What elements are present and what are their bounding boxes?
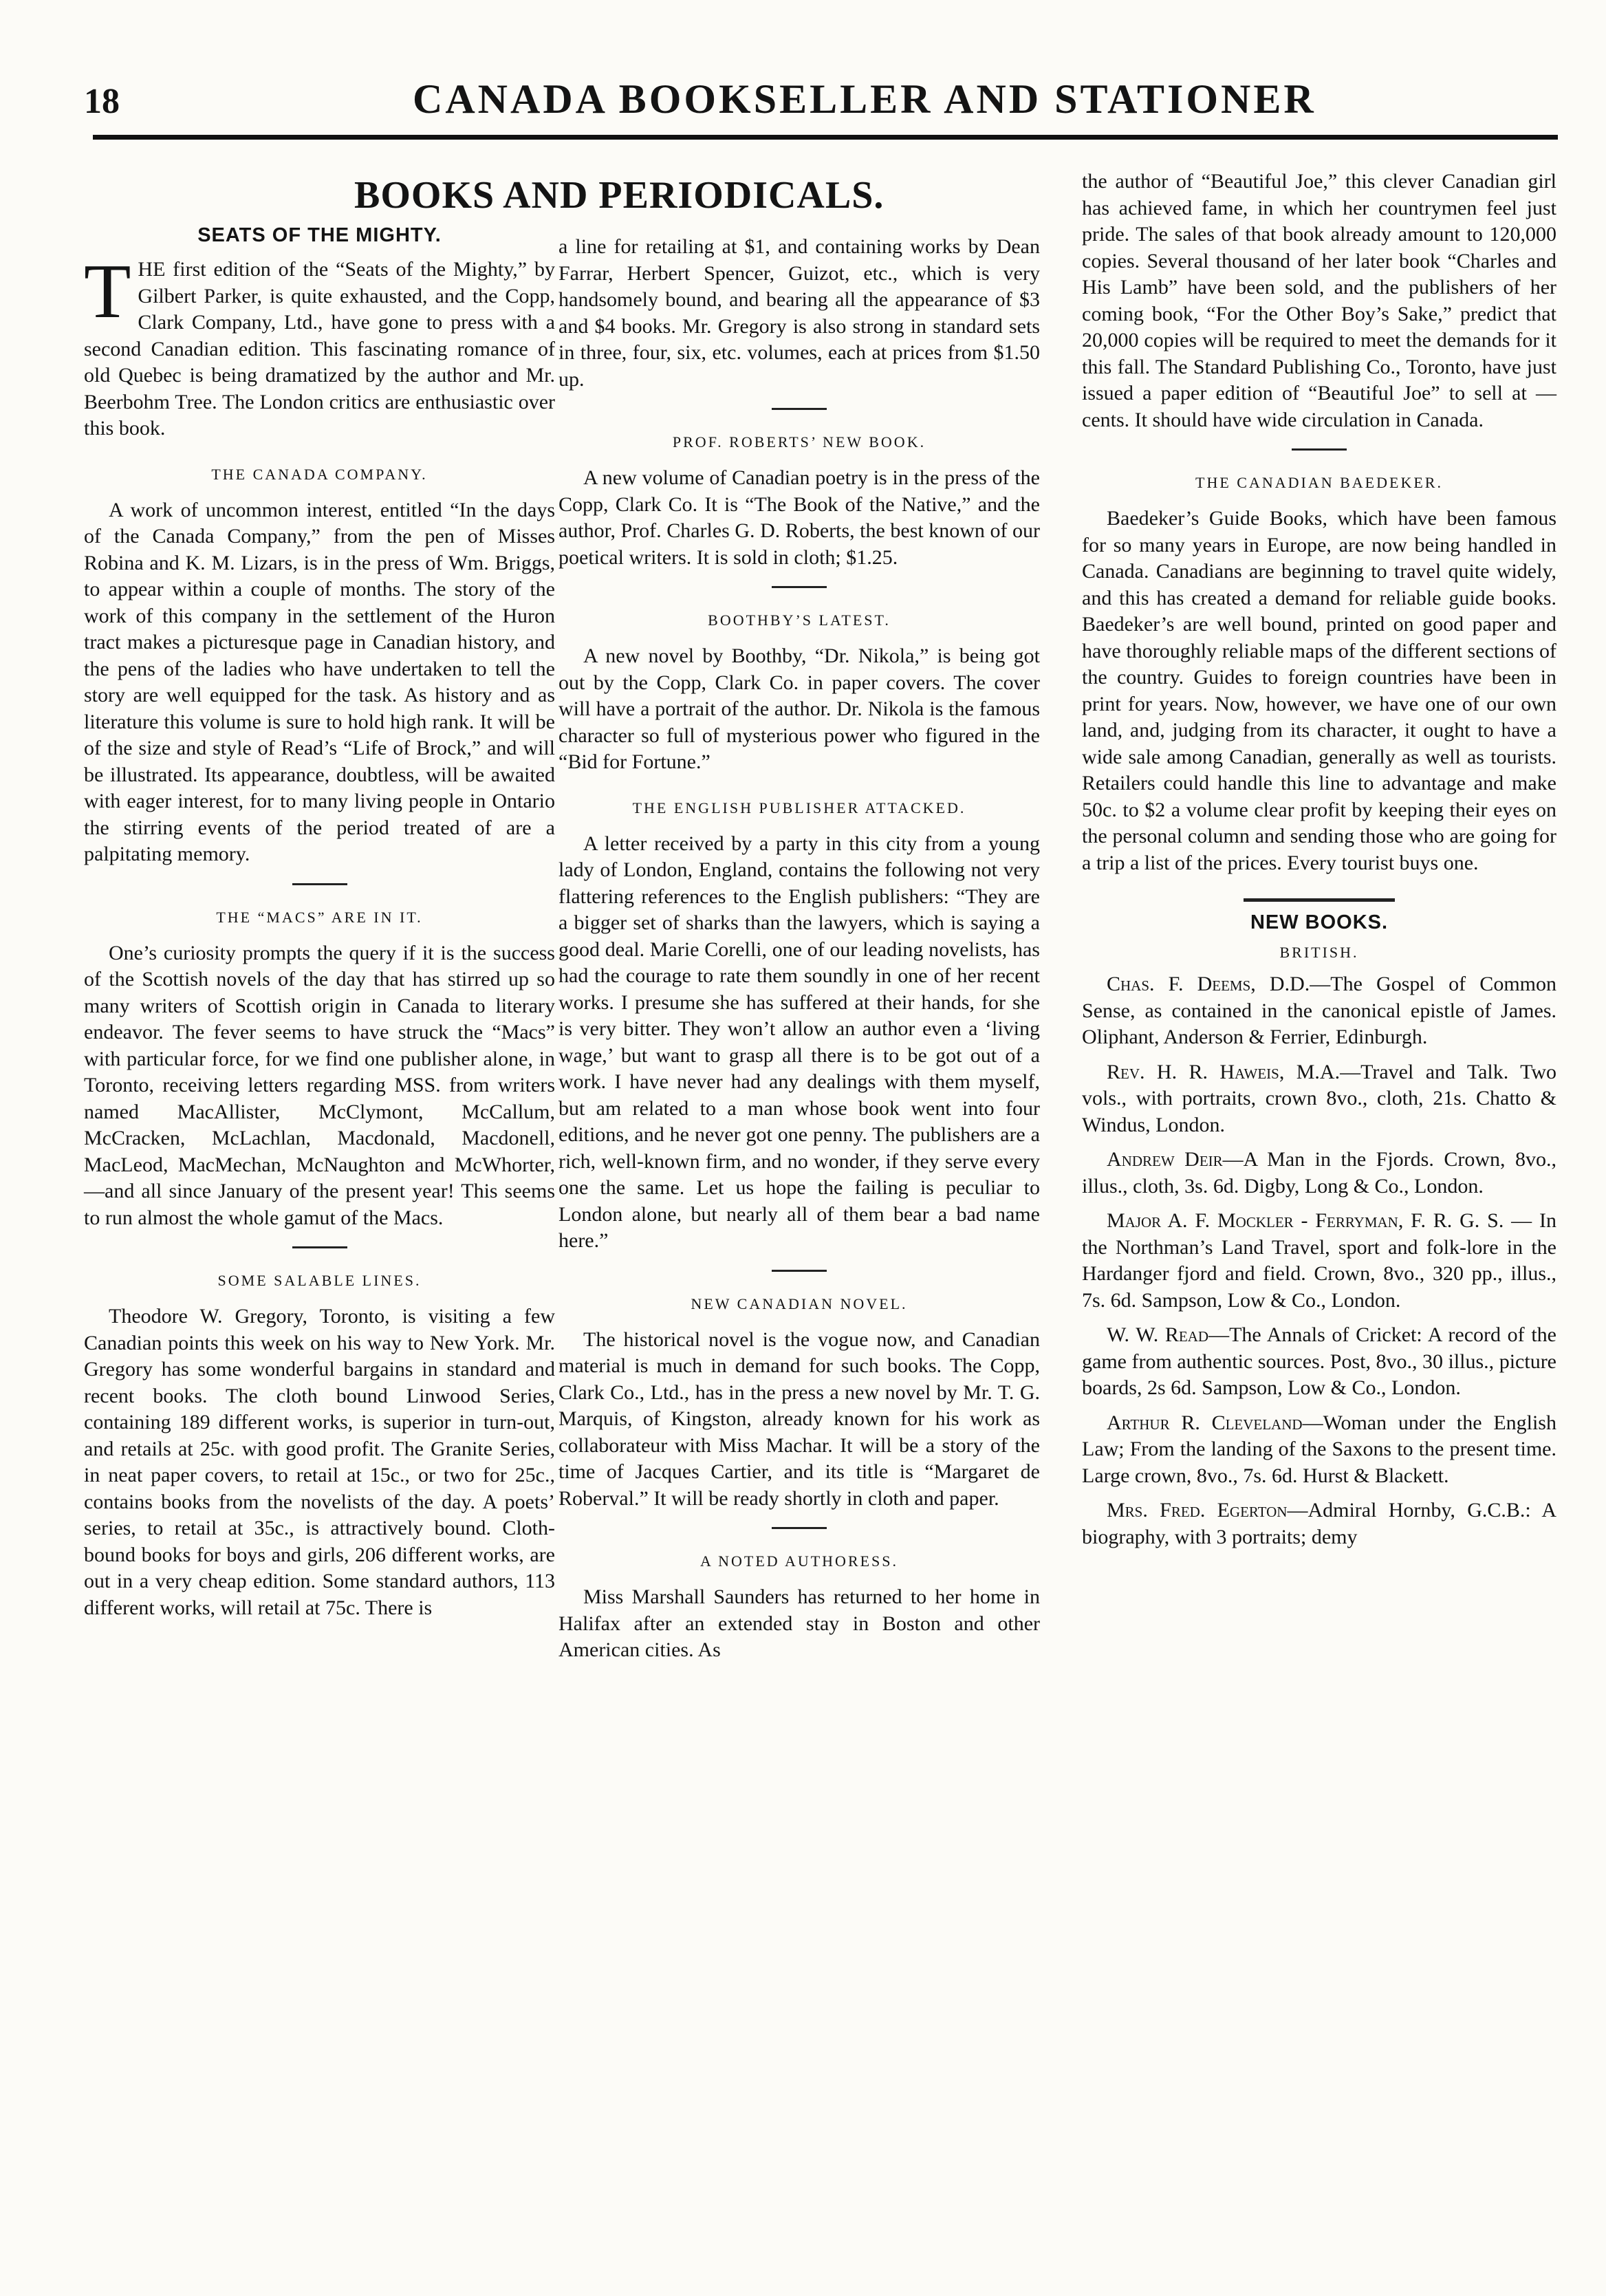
new-books-heading: NEW BOOKS. (1250, 911, 1389, 933)
article-title-canada-company: THE CANADA COMPANY. (211, 465, 428, 483)
book-entry (1082, 1322, 1556, 1402)
article-body-salable-cont: a line for retailing at $1, and containing works by Dean Farrar, Herbert Spencer, Guizot, etc., which is very handsomely bound, and bearing all the appearance of $3 and $4 books. Mr. Gregory is also strong in standard sets in three, four, six, etc. volumes, each at prices from $1.50 up. (558, 235, 1040, 391)
book-entry (1082, 1059, 1556, 1139)
running-title: CANADA BOOKSELLER AND STATIONER (413, 76, 1316, 122)
article-title-novel: NEW CANADIAN NOVEL. (691, 1295, 908, 1312)
book-entry (1082, 1147, 1556, 1200)
book-author: Mrs. Fred. Egerton (1107, 1499, 1288, 1521)
divider (292, 883, 347, 885)
book-author: Arthur R. Cleveland (1107, 1411, 1303, 1434)
drop-cap: T (84, 249, 131, 334)
divider (772, 586, 827, 588)
article-title-roberts: PROF. ROBERTS’ NEW BOOK. (672, 433, 926, 451)
article-body-salable: Theodore W. Gregory, Toronto, is visiting a few Canadian points this week on his way to New York. Mr. Gregory has some wonderful bargains in standard and recent books. The cloth bound Linwood Series, containing 189 different works, is superior in turn-out, and retails at 25c. with good profit. The Granite Series, in neat paper covers, to retail at 15c., or two for 25c., contains books from the novelists of the day. A poets’ series, to retail at 35c., is attractively bound. Cloth-bound books for boys and girls, 206 different works, are out in a very cheap edition. Some standard authors, 113 different works, will retail at 75c. There is (84, 1305, 555, 1619)
article-body-novel: The historical novel is the vogue now, and Canadian material is much in demand for such books. The Copp, Clark Co., Ltd., has in the press a new novel by Mr. T. G. Marquis, of Kingston, already known for his work as collaborateur with Miss Machar. It will be a story of the time of Jacques Cartier, and its title is “Margaret de Roberval.” It will be ready shortly in cloth and paper. (558, 1328, 1040, 1510)
book-author: Andrew Deir (1107, 1148, 1223, 1171)
column-middle (558, 234, 1040, 1669)
article-body-english: A letter received by a party in this city from a young lady of London, England, contains the following not very flattering references to the English publishers: “They are a bigger set of sharks than the lawyers, which is saying a good deal. Marie Corelli, one of our leading novelists, has had the courage to rate them soundly in one of her recent works. I presume she has suffered at their hands, for she is very bitter. They won’t allow an author even a ‘living wage,’ but want to grasp all there is to be got out of a work. I have never had any dealings with them myself, but am related to a man whose book went into four editions, and he never got one penny. The publishers are a rich, well-known firm, and no wonder, if they serve every one the same. Let us hope the failing is peculiar to London alone, but nearly all of them bear a bad name here.” (558, 832, 1040, 1252)
book-author: W. W. Read (1107, 1323, 1209, 1346)
british-subheading: BRITISH. (1279, 944, 1359, 961)
divider (1292, 448, 1347, 451)
article-body-seats (84, 249, 555, 442)
divider (772, 1527, 827, 1529)
article-body-canada-company: A work of uncommon interest, entitled “In the days of the Canada Company,” from the pen of Misses Robina and K. M. Lizars, is in the press of Wm. Briggs, to appear within a couple of months. The story of the work of this company in the settlement of the Huron tract makes a picturesque page in Canadian history, and the pens of the ladies who have undertaken to tell the story are well equipped for the task. As history and as literature this volume is sure to hold high rank. It will be of the size and style of Read’s “Life of Brock,” and will be illustrated. Its appearance, doubtless, will be awaited with eager interest, for to many living people in Ontario the stirring events of the period treated of are a palpitating memory. (84, 498, 555, 865)
book-details: —A Man in the Fjords. Crown, 8vo., illus., cloth, 3s. 6d. Digby, Long & Co., London. (1082, 1148, 1556, 1198)
book-entry (1082, 1410, 1556, 1490)
book-details: —Travel and Talk. Two vols., with portraits, crown 8vo., cloth, 21s. Chatto & Windus, London. (1082, 1060, 1556, 1136)
book-details: —Woman under the English Law; From the landing of the Saxons to the present time. Large crown, 8vo., 7s. 6d. Hurst & Blackett. (1082, 1411, 1556, 1487)
article-body-baedeker: Baedeker’s Guide Books, which have been famous for so many years in Europe, are now being handled in Canada. Canadians are beginning to travel quite widely, and this has created a demand for reliable guide books. Baedeker’s are well bound, printed on good paper and have thoroughly reliable maps of the different sections of the country. Guides to foreign countries have been in print for years. Now, however, we have one of our own land, and, judging from its character, it ought to have a wide sale among Canadian, generally as well as tourists. Retailers could handle this line to advantage and make 50c. to $2 a volume clear profit by keeping their eyes on the personal column and sending those who are going for a trip a list of the prices. Every tourist buys one. (1082, 507, 1556, 874)
book-entry (1082, 1208, 1556, 1314)
book-author: Chas. F. Deems, D.D. (1107, 973, 1310, 995)
article-title-salable: SOME SALABLE LINES. (217, 1272, 422, 1289)
section-heading: BOOKS AND PERIODICALS. (354, 174, 885, 217)
book-entry (1082, 1497, 1556, 1550)
divider (772, 1270, 827, 1272)
article-title-english: THE ENGLISH PUBLISHER ATTACKED. (632, 799, 966, 816)
book-entry (1082, 971, 1556, 1051)
article-title-baedeker: THE CANADIAN BAEDEKER. (1195, 474, 1443, 491)
article-title-macs: THE “MACS” ARE IN IT. (216, 908, 423, 926)
book-details: —The Gospel of Common Sense, as contained in the canonical epistle of James. Oliphant, Anderson & Ferrier, Edinburgh. (1082, 973, 1556, 1048)
column-left (84, 219, 555, 1627)
book-details: —The Annals of Cricket: A record of the game from authentic sources. Post, 8vo., 30 illus., picture boards, 2s 6d. Sampson, Low & Co., London. (1082, 1323, 1556, 1399)
header-rule (93, 135, 1558, 140)
seats-text: HE first edition of the “Seats of the Mighty,” by Gilbert Parker, is quite exhausted, and the Copp, Clark Company, Ltd., have gone to press with a second Canadian edition. This fascinating romance of old Quebec is being dramatized by the author and Mr. Beerbohm Tree. The London critics are enthusiastic over this book. (84, 258, 555, 440)
article-body-boothby: A new novel by Boothby, “Dr. Nikola,” is being got out by the Copp, Clark Co. in paper covers. The cover will have a portrait of the author. Dr. Nikola is the famous character so full of mysterious power who figured in the “Bid for Fortune.” (558, 645, 1040, 773)
divider (772, 408, 827, 410)
article-title-boothby: BOOTHBY’S LATEST. (708, 611, 891, 629)
book-details: —Admiral Hornby, G.C.B.: A biography, with 3 portraits; demy (1082, 1499, 1556, 1548)
book-author: Major A. F. Mockler - Ferryman, F. R. G. S. (1107, 1209, 1504, 1232)
article-body-authoress: Miss Marshall Saunders has returned to her home in Halifax after an extended stay in Boston and other American cities. As (558, 1585, 1040, 1661)
divider (292, 1246, 347, 1248)
book-author: Rev. H. R. Haweis, M.A. (1107, 1060, 1341, 1083)
article-body-macs: One’s curiosity prompts the query if it is the success of the Scottish novels of the day that has stirred up so many writers of Scottish origin in Canada to literary endeavor. The fever seems to have struck the “Macs” with particular force, for we find one publisher alone, in Toronto, receiving letters regarding MSS. from writers named MacAllister, McClymont, McCallum, McCracken, McLachlan, Macdonald, Macdonell, MacLeod, MacMechan, McNaughton and McWhorter,—and all since January of the present year! This seems to run almost the whole gamut of the Macs. (84, 941, 555, 1229)
article-title-seats: SEATS OF THE MIGHTY. (197, 224, 442, 246)
article-body-authoress-cont: the author of “Beautiful Joe,” this clever Canadian girl has achieved fame, in which her countrymen feel just pride. The sales of that book already amount to 120,000 copies. Several thousand of her later book “Charles and His Lamb” have been sold, and the publishers of her coming book, “For the Other Boy’s Sake,” predict that 20,000 copies will be required to meet the demands for it this fall. The Standard Publishing Co., Toronto, have just issued a paper edition of “Beautiful Joe” to sell at — cents. It should have wide circulation in Canada. (1082, 170, 1556, 431)
page-number: 18 (84, 82, 120, 121)
article-body-roberts: A new volume of Canadian poetry is in the press of the Copp, Clark Co. It is “The Book of the Native,” and the author, Prof. Charles G. D. Roberts, the best known of our poetical writers. It is sold in cloth; $1.25. (558, 466, 1040, 569)
column-right (1082, 169, 1556, 1559)
book-details: — In the Northman’s Land Travel, sport and folk-lore in the Hardanger fjord and field. Crown, 8vo., 320 pp., illus., 7s. 6d. Sampson, Low & Co., London. (1082, 1209, 1556, 1312)
section-divider (1244, 898, 1395, 902)
article-title-authoress: A NOTED AUTHORESS. (699, 1552, 899, 1570)
